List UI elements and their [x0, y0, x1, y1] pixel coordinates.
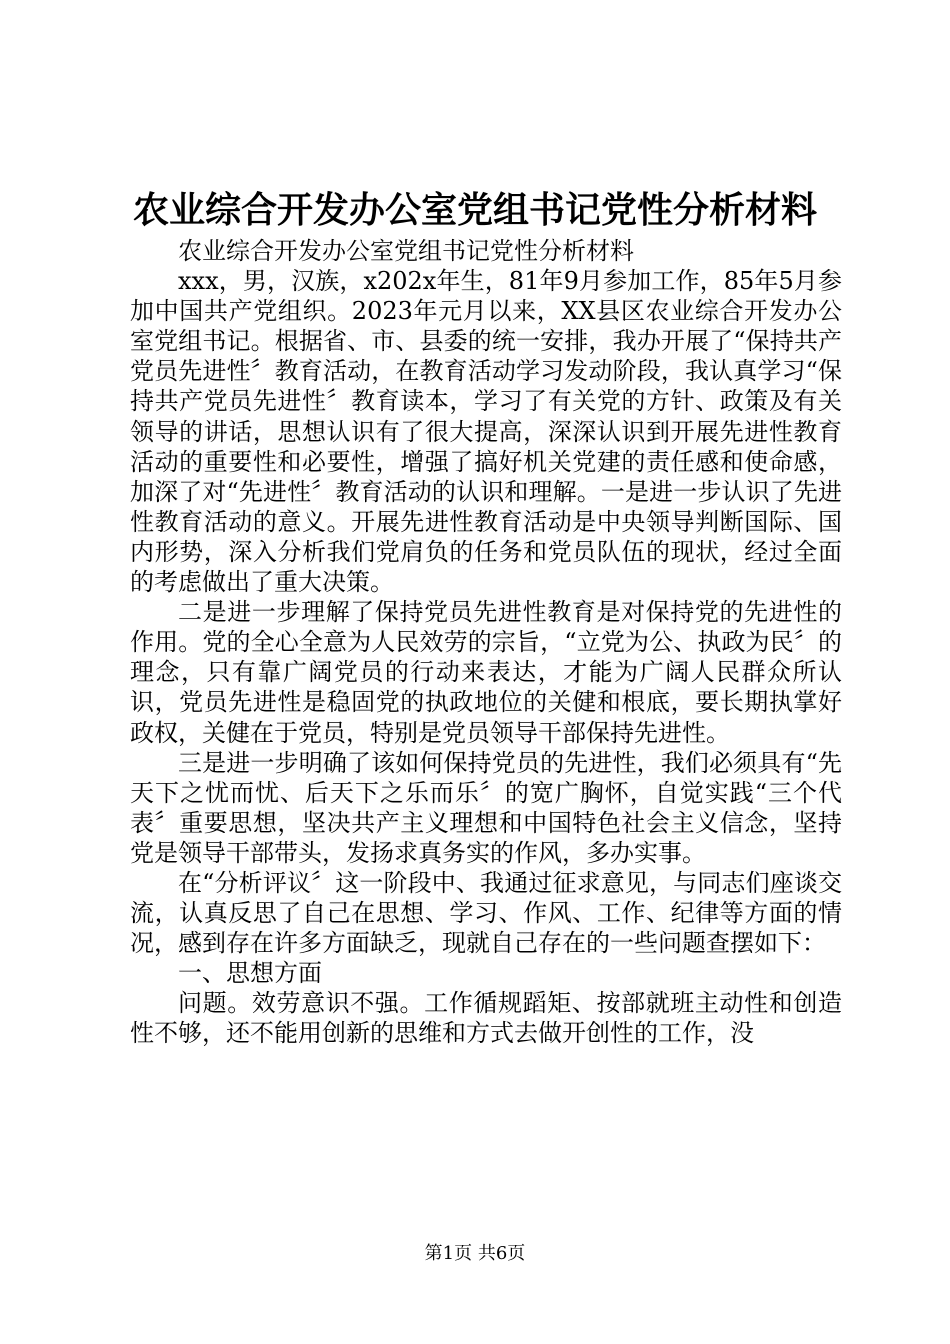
- paragraph-second-point: 二是进一步理解了保持党员先进性教育是对保持党的先进性的作用。党的全心全意为人民效劳的宗旨，“立党为公、执政为民〞的理念，只有靠广阔党员的行动来表达，才能为广阔人民群众所认识，党员先进性是稳固党的执政地位的关健和根底，要长期执掌好政权，关健在于党员，特别是党员领导干部保持先进性。: [130, 598, 842, 747]
- paragraph-profile: xxx，男，汉族，x202x年生，81年9月参加工作，85年5月参加中国共产党组织。2023年元月以来，XX县区农业综合开发办公室党组书记。根据省、市、县委的统一安排，我办开展了“保持共产党员先进性〞教育活动，在教育活动学习发动阶段，我认真学习“保持共产党员先进性〞教育读本，学习了有关党的方针、政策及有关领导的讲话，思想认识有了很大提高，深深认识到开展先进性教育活动的重要性和必要性，增强了搞好机关党建的责任感和使命感，加深了对“先进性〞教育活动的认识和理解。一是进一步认识了先进性教育活动的意义。开展先进性教育活动是中央领导判断国际、国内形势，深入分析我们党肩负的任务和党员队伍的现状，经过全面的考虑做出了重大决策。: [130, 267, 842, 597]
- document-body: [130, 236, 842, 1049]
- page-footer: 第1页 共6页: [424, 1243, 526, 1264]
- document-title: 农业综合开发办公室党组书记党性分析材料: [132, 189, 817, 231]
- paragraph-subtitle: 农业综合开发办公室党组书记党性分析材料: [178, 237, 634, 265]
- section-heading-thought: 一、思想方面: [178, 959, 322, 988]
- paragraph-problem: 问题。效劳意识不强。工作循规蹈矩、按部就班主动性和创造性不够，还不能用创新的思维和方式去做开创性的工作，没: [130, 989, 842, 1048]
- paragraph-third-point: 三是进一步明确了该如何保持党员的先进性，我们必须具有“先天下之忧而忧、后天下之乐而乐〞的宽广胸怀，自觉实践“三个代表〞重要思想，坚决共产主义理想和中国特色社会主义信念，坚持党是领导干部带头，发扬求真务实的作风，多办实事。: [130, 748, 842, 867]
- paragraph-review: 在“分析评议〞这一阶段中、我通过征求意见，与同志们座谈交流，认真反思了自己在思想、学习、作风、工作、纪律等方面的情况，感到存在许多方面缺乏，现就自己存在的一些问题查摆如下：: [130, 868, 842, 958]
